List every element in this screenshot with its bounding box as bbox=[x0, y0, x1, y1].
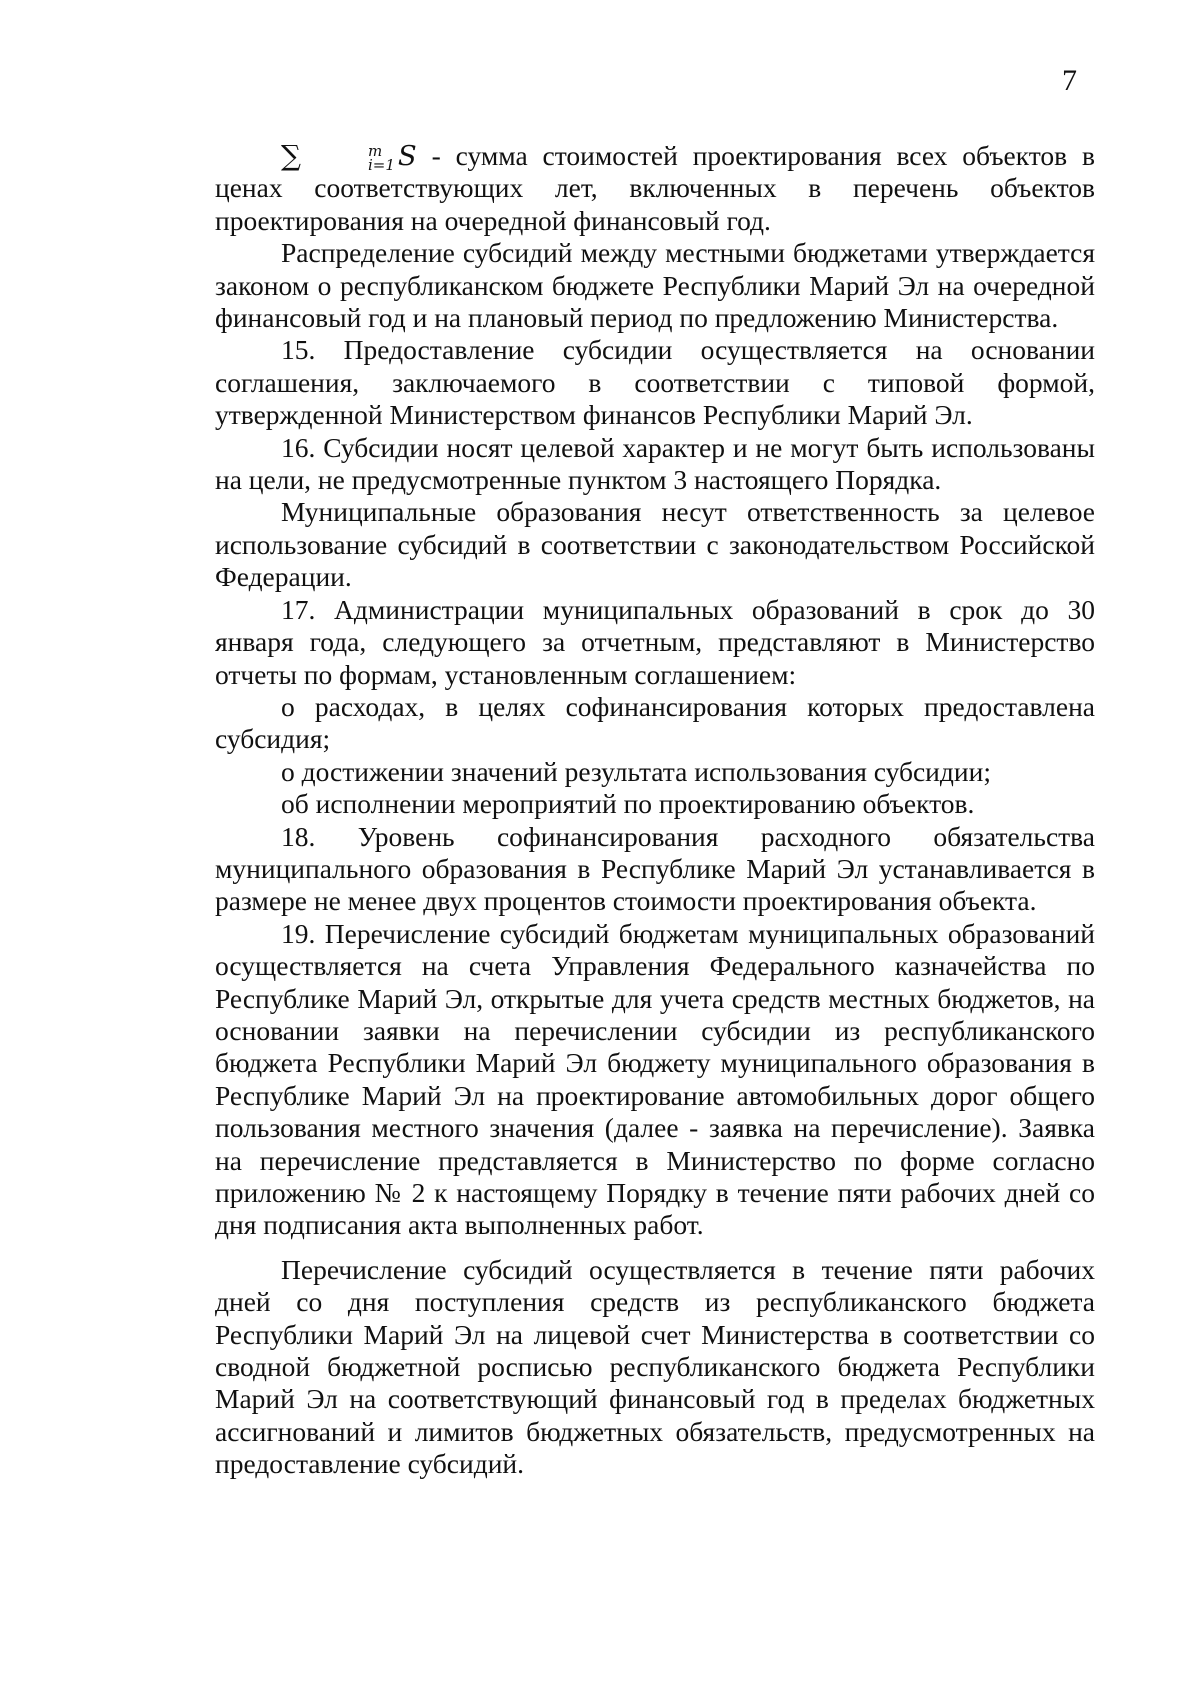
paragraph: Распределение субсидий между местными бюджетами утверждается законом о республиканском бюджете Республики Марий Эл на очередной финансовый год и на плановый период по предложению Министерства. bbox=[215, 237, 1095, 334]
sum-limits bbox=[302, 141, 395, 174]
sum-upper-limit: m bbox=[368, 141, 383, 160]
paragraph-list-item: об исполнении мероприятий по проектированию объектов. bbox=[281, 788, 975, 820]
paragraph-item-16: 16. Субсидии носят целевой характер и не могут быть использованы на цели, не предусмотренные пунктом 3 настоящего Порядка. bbox=[215, 431, 1095, 496]
paragraph: Перечисление субсидий осуществляется в течение пяти рабочих дней со дня поступления средств из республиканского бюджета Республики Марий Эл на лицевой счет Министерства в соответствии со сводной бюджетной росписью республиканского бюджета Республики Марий Эл на соответствующий финансовый год в пределах бюджетных ассигнований и лимитов бюджетных обязательств, предусмотренных на предоставление субсидий. bbox=[215, 1253, 1095, 1480]
sum-variable: S bbox=[397, 140, 417, 172]
sum-symbol: ∑ bbox=[281, 139, 301, 172]
document-body bbox=[215, 140, 1095, 1481]
paragraph-item-15: 15. Предоставление субсидии осуществляется на основании соглашения, заключаемого в соответствии с типовой формой, утвержденной Министерством финансов Республики Марий Эл. bbox=[215, 334, 1095, 431]
paragraph-text: - сумма стоимостей проектирования всех объектов в ценах соответствующих лет, включенных в перечень объектов проектирования на очередной финансовый год. bbox=[215, 140, 1095, 236]
sum-formula bbox=[281, 140, 417, 172]
paragraph-item-17: 17. Администрации муниципальных образований в срок до 30 января года, следующего за отчетным, представляют в Министерство отчеты по формам, установленным соглашением: bbox=[215, 593, 1095, 690]
paragraph-item-19: 19. Перечисление субсидий бюджетам муниципальных образований осуществляется на счета Управления Федерального казначейства по Республике Марий Эл, открытые для учета средств местных бюджетов, на основании заявки на перечислении субсидии из республиканского бюджета Республики Марий Эл бюджету муниципального образования в Республике Марий Эл на проектирование автомобильных дорог общего пользования местного значения (далее - заявка на перечисление). Заявка на перечисление представляется в Министерство по форме согласно приложению № 2 к настоящему Порядку в течение пяти рабочих дней со дня подписания акта выполненных работ. bbox=[215, 917, 1095, 1241]
paragraph-item-18: 18. Уровень софинансирования расходного обязательства муниципального образования в Республике Марий Эл устанавливается в размере не менее двух процентов стоимости проектирования объекта. bbox=[215, 820, 1095, 917]
sum-lower-limit: i=1 bbox=[368, 155, 395, 174]
paragraph: Муниципальные образования несут ответственность за целевое использование субсидий в соответствии с законодательством Российской Федерации. bbox=[215, 496, 1095, 593]
paragraph-list-item: о расходах, в целях софинансирования которых предоставлена субсидия; bbox=[215, 690, 1095, 755]
paragraph-formula-definition bbox=[215, 140, 1095, 237]
page-number: 7 bbox=[1062, 64, 1077, 97]
paragraph-list-item: о достижении значений результата использования субсидии; bbox=[281, 755, 991, 787]
